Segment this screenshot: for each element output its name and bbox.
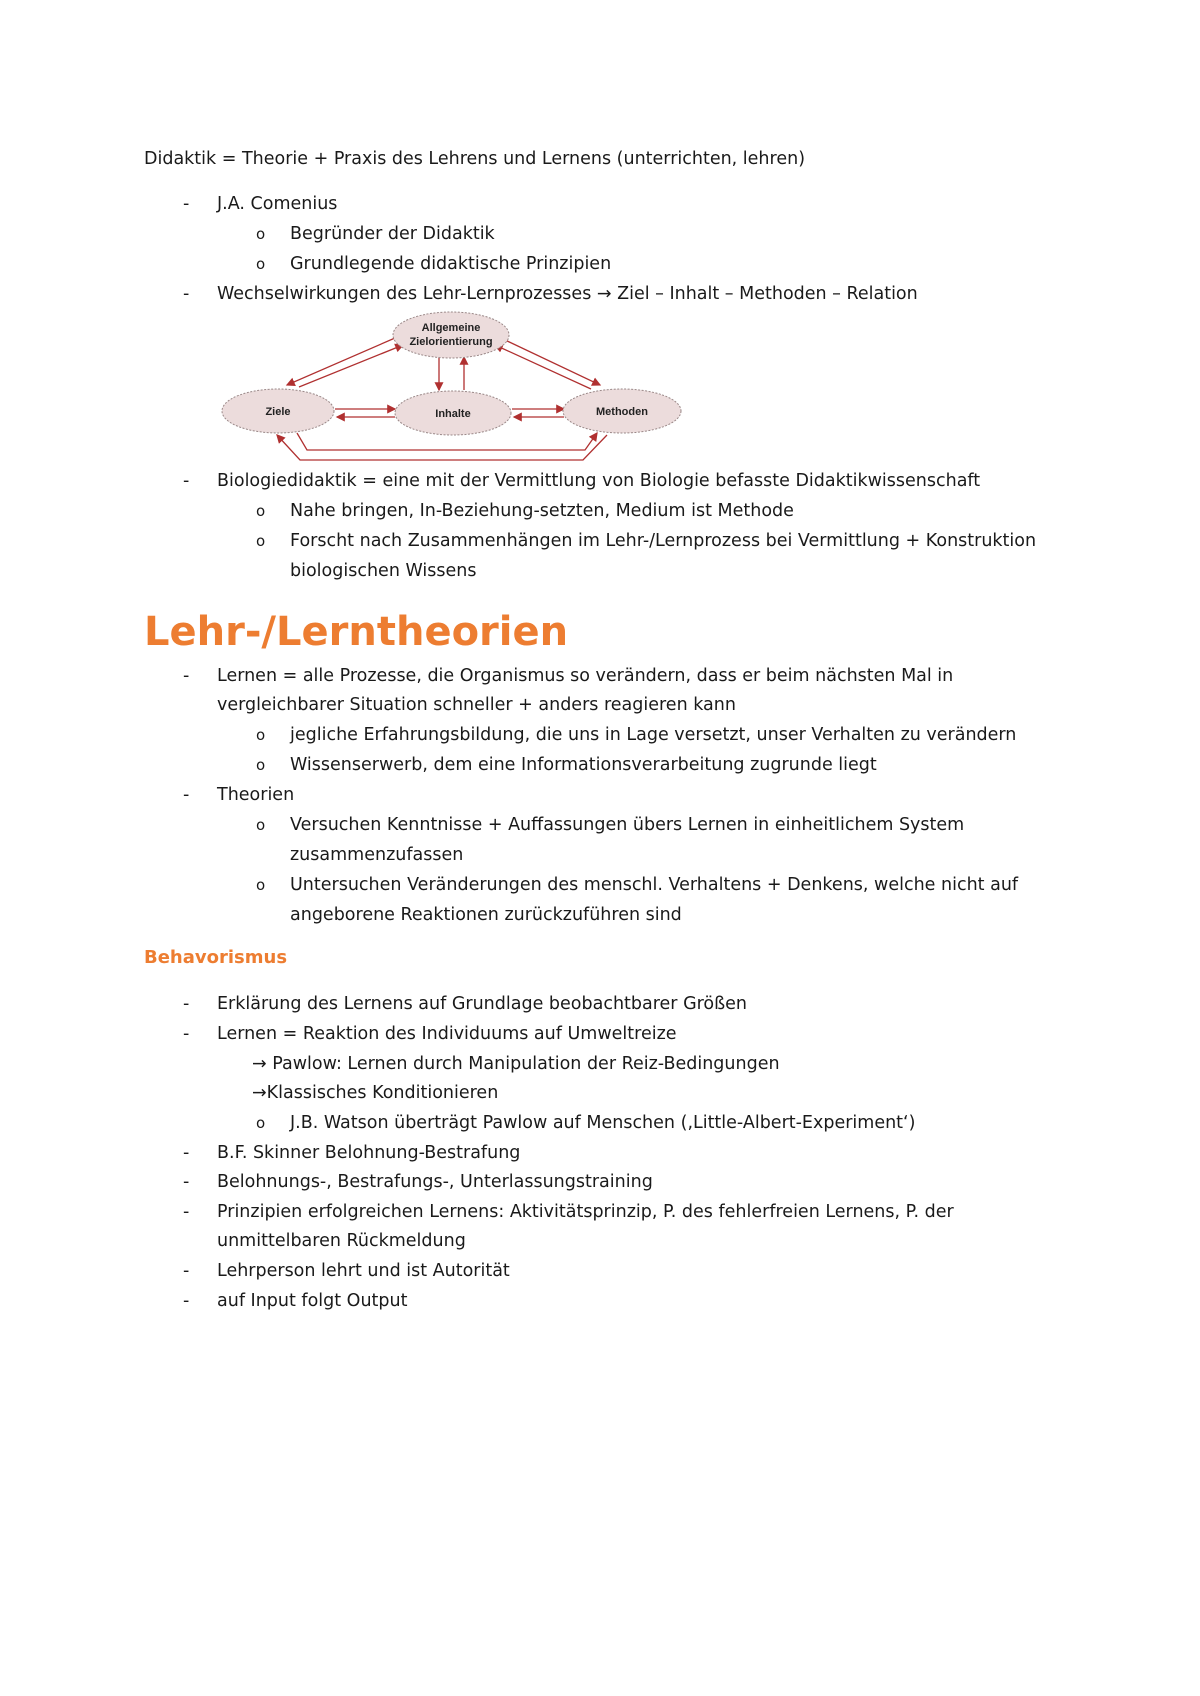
- dash-bullet: -: [183, 1261, 190, 1281]
- konditionieren-arrow-line: →Klassisches Konditionieren: [252, 1083, 499, 1103]
- arrow-ziele-to-methoden: [297, 433, 597, 450]
- o-bullet: o: [256, 255, 266, 273]
- theorien-sub-item-cont: zusammenzufassen: [290, 845, 464, 865]
- theorien-sub-item: Versuchen Kenntnisse + Auffassungen übers Lernen in einheitlichem System: [290, 815, 965, 835]
- lernen-item: Lernen = alle Prozesse, die Organismus so verändern, dass er beim nächsten Mal in: [217, 666, 954, 686]
- behaviorism-item: Lehrperson lehrt und ist Autorität: [217, 1261, 510, 1281]
- section-heading-behavorismus: Behavorismus: [144, 947, 288, 968]
- arrow-ziele-to-top: [299, 345, 403, 387]
- behaviorism-item: B.F. Skinner Belohnung-Bestrafung: [217, 1143, 521, 1163]
- arrow-methoden-to-top: [495, 345, 591, 389]
- definition-line: Didaktik = Theorie + Praxis des Lehrens und Lernens (unterrichten, lehren): [144, 149, 806, 169]
- node-label-ziele: Ziele: [265, 406, 291, 418]
- behaviorism-item: auf Input folgt Output: [217, 1291, 408, 1311]
- didactic-triangle-diagram: [215, 305, 690, 465]
- o-bullet: o: [256, 225, 266, 243]
- biologie-sub-item-cont: biologischen Wissens: [290, 561, 477, 581]
- behaviorism-item: Lernen = Reaktion des Individuums auf Umweltreize: [217, 1024, 677, 1044]
- dash-bullet: -: [183, 1172, 190, 1192]
- pawlow-arrow-line: → Pawlow: Lernen durch Manipulation der Reiz-Bedingungen: [252, 1054, 780, 1074]
- dash-bullet: -: [183, 1143, 190, 1163]
- arrow-methoden-to-ziele: [277, 435, 607, 460]
- arrow-top-to-ziele: [287, 338, 395, 385]
- comenius-item: J.A. Comenius: [217, 194, 338, 214]
- dash-bullet: -: [183, 785, 190, 805]
- o-bullet: o: [256, 756, 266, 774]
- dash-bullet: -: [183, 666, 190, 686]
- node-allgemeine-zielorientierung: [393, 312, 509, 358]
- dash-bullet: -: [183, 1024, 190, 1044]
- o-bullet: o: [256, 876, 266, 894]
- dash-bullet: -: [183, 1202, 190, 1222]
- o-bullet: o: [256, 1114, 266, 1132]
- node-label-top-1: Allgemeine: [421, 322, 481, 334]
- theorien-sub-item-cont: angeborene Reaktionen zurückzuführen sind: [290, 905, 682, 925]
- arrow-top-to-methoden: [503, 339, 600, 385]
- biologie-item: Biologiedidaktik = eine mit der Vermittlung von Biologie befasste Didaktikwissenschaft: [217, 471, 981, 491]
- biologie-sub-item: Forscht nach Zusammenhängen im Lehr-/Lernprozess bei Vermittlung + Konstruktion: [290, 531, 1037, 551]
- o-bullet: o: [256, 532, 266, 550]
- node-label-inhalte: Inhalte: [435, 408, 471, 420]
- lernen-sub-item: Wissenserwerb, dem eine Informationsverarbeitung zugrunde liegt: [290, 755, 877, 775]
- dash-bullet: -: [183, 994, 190, 1014]
- behaviorism-item: Belohnungs-, Bestrafungs-, Unterlassungstraining: [217, 1172, 653, 1192]
- behaviorism-item-cont: unmittelbaren Rückmeldung: [217, 1231, 466, 1251]
- biologie-sub-item: Nahe bringen, In-Beziehung-setzten, Medium ist Methode: [290, 501, 794, 521]
- comenius-sub-item: Grundlegende didaktische Prinzipien: [290, 254, 612, 274]
- theorien-item: Theorien: [217, 785, 295, 805]
- dash-bullet: -: [183, 194, 190, 214]
- watson-sub-item: J.B. Watson überträgt Pawlow auf Menschen (‚Little-Albert-Experiment‘): [290, 1113, 916, 1133]
- dash-bullet: -: [183, 1291, 190, 1311]
- wechsel-item: Wechselwirkungen des Lehr-Lernprozesses → Ziel – Inhalt – Methoden – Relation: [217, 284, 918, 304]
- section-heading-lerntheorien: Lehr-/Lerntheorien: [144, 609, 569, 655]
- node-label-methoden: Methoden: [596, 406, 648, 418]
- o-bullet: o: [256, 502, 266, 520]
- node-label-top-2: Zielorientierung: [409, 336, 493, 348]
- comenius-sub-item: Begründer der Didaktik: [290, 224, 495, 244]
- theorien-sub-item: Untersuchen Veränderungen des menschl. Verhaltens + Denkens, welche nicht auf: [290, 875, 1019, 895]
- lernen-item-cont: vergleichbarer Situation schneller + anders reagieren kann: [217, 695, 736, 715]
- lernen-sub-item: jegliche Erfahrungsbildung, die uns in Lage versetzt, unser Verhalten zu verändern: [290, 725, 1017, 745]
- behaviorism-item: Erklärung des Lernens auf Grundlage beobachtbarer Größen: [217, 994, 748, 1014]
- o-bullet: o: [256, 816, 266, 834]
- o-bullet: o: [256, 726, 266, 744]
- dash-bullet: -: [183, 471, 190, 491]
- dash-bullet: -: [183, 284, 190, 304]
- behaviorism-item: Prinzipien erfolgreichen Lernens: Aktivitätsprinzip, P. des fehlerfreien Lernens, P. der: [217, 1202, 954, 1222]
